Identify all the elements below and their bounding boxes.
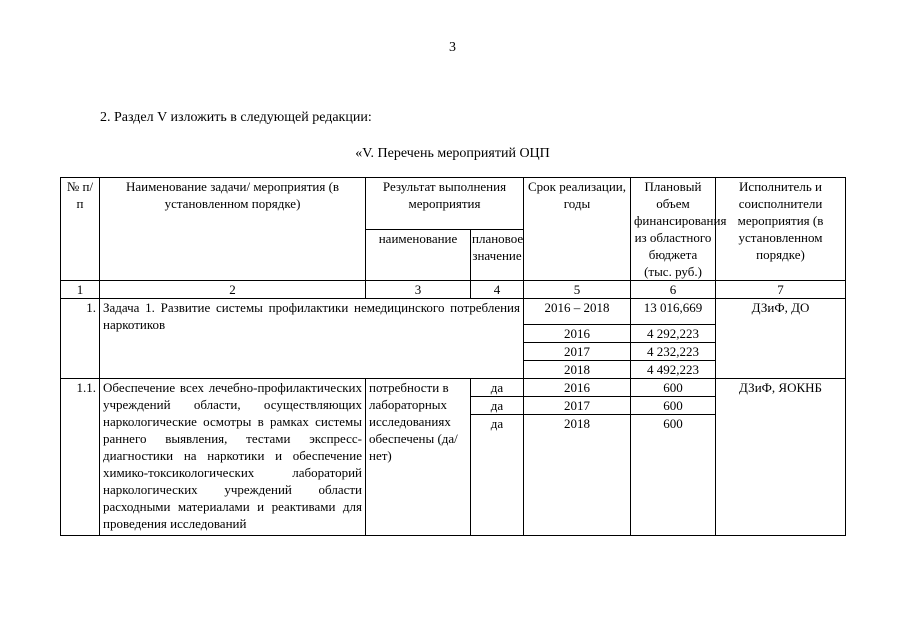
task-budget: 13 016,669 [631, 299, 716, 325]
item-plan: да [471, 415, 524, 536]
section-title: «V. Перечень мероприятий ОЦП [355, 146, 550, 161]
measures-table [60, 177, 846, 536]
col-number: 6 [631, 281, 716, 299]
column-numbers-row [61, 281, 846, 299]
task-year: 2017 [524, 343, 631, 361]
header-row [61, 178, 846, 230]
page-number: 3 [449, 40, 456, 55]
item-year: 2018 [524, 415, 631, 536]
col-number: 5 [524, 281, 631, 299]
col-number: 2 [100, 281, 366, 299]
item-name: Обеспечение всех лечебно-профилактических учреждений области, осуществляющих наркологические осмотры в рамках системы раннего выявления, тестами экспресс-диагностики на наркотики и обеспечение химико-токсикологических лабораторий наркологических учреждений области расходными материалами и реактивами для проведения исследований [100, 379, 366, 536]
task-year-budget: 4 232,223 [631, 343, 716, 361]
header-result-plan: плановое значение [471, 229, 524, 281]
item-row [61, 379, 846, 397]
task-year-budget: 4 492,223 [631, 361, 716, 379]
header-period: Срок реализации, годы [524, 178, 631, 281]
col-number: 3 [366, 281, 471, 299]
task-period: 2016 – 2018 [524, 299, 631, 325]
item-budget: 600 [631, 415, 716, 536]
task-num: 1. [61, 299, 100, 379]
task-row [61, 299, 846, 325]
item-plan: да [471, 379, 524, 397]
task-name: Задача 1. Развитие системы профилактики немедицинского потребления наркотиков [100, 299, 524, 379]
item-num: 1.1. [61, 379, 100, 536]
item-budget: 600 [631, 397, 716, 415]
header-result: Результат выполнения мероприятия [366, 178, 524, 230]
item-result-name: потребности в лабораторных исследованиях обеспечены (да/нет) [366, 379, 471, 536]
header-budget: Плановый объем финансирования из областного бюджета (тыс. руб.) [631, 178, 716, 281]
item-executor: ДЗиФ, ЯОКНБ [716, 379, 846, 536]
intro-text: 2. Раздел V изложить в следующей редакции: [100, 110, 372, 125]
header-name: Наименование задачи/ мероприятия (в установленном порядке) [100, 178, 366, 281]
header-result-name: наименование [366, 229, 471, 281]
col-number: 1 [61, 281, 100, 299]
header-executor: Исполнитель и соисполнители мероприятия (в установленном порядке) [716, 178, 846, 281]
col-number: 7 [716, 281, 846, 299]
task-year: 2016 [524, 325, 631, 343]
task-year-budget: 4 292,223 [631, 325, 716, 343]
item-year: 2016 [524, 379, 631, 397]
header-num: № п/п [61, 178, 100, 281]
task-executor: ДЗиФ, ДО [716, 299, 846, 379]
item-plan: да [471, 397, 524, 415]
item-year: 2017 [524, 397, 631, 415]
task-year: 2018 [524, 361, 631, 379]
col-number: 4 [471, 281, 524, 299]
item-budget: 600 [631, 379, 716, 397]
